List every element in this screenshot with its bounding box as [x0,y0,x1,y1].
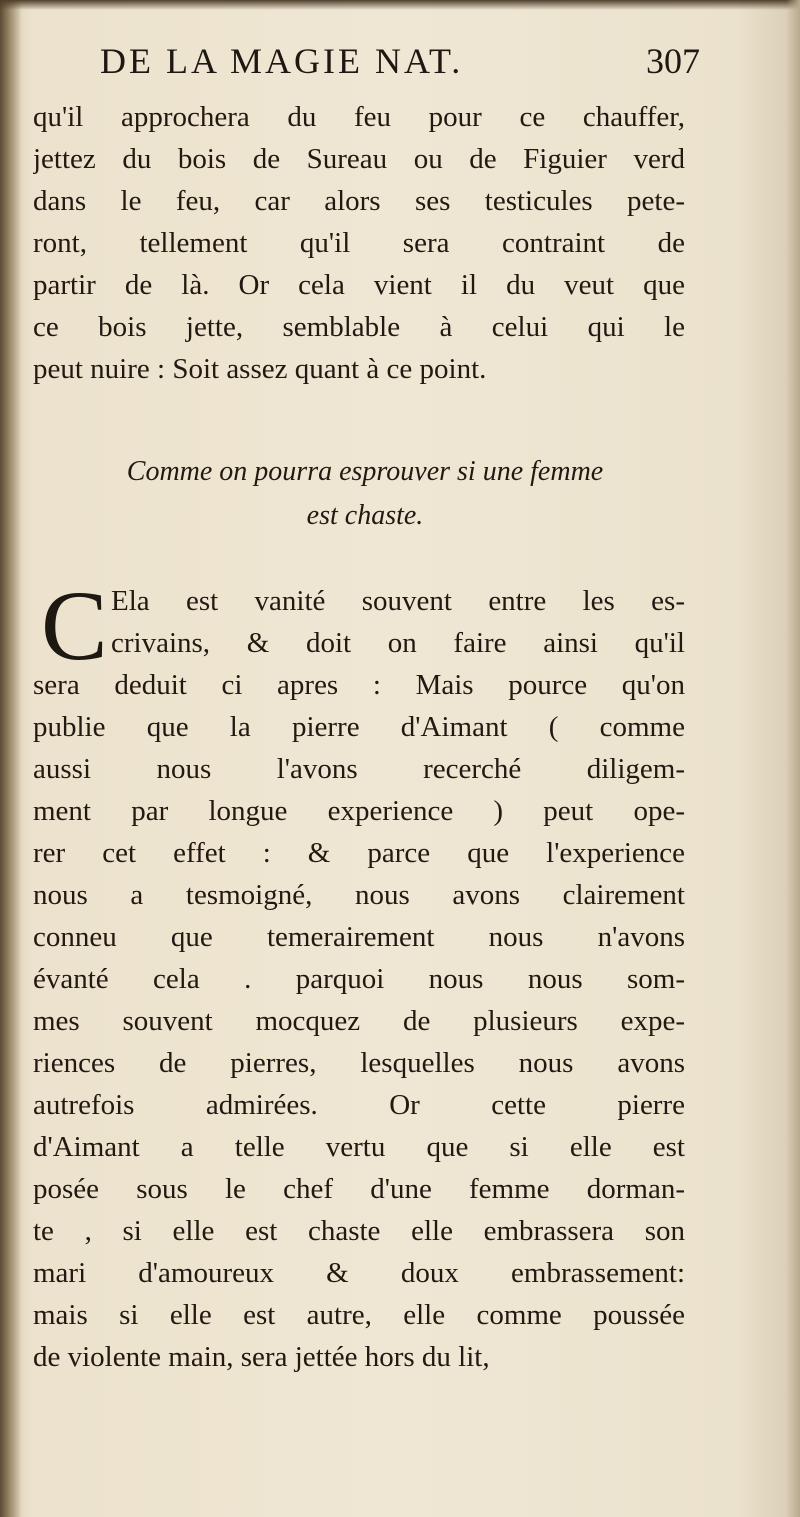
text-line: d'Aimant a telle vertu que si elle est [33,1131,685,1163]
heading-line-2: est chaste. [306,500,424,531]
paragraph-1 [33,96,685,390]
text-line: rer cet effet : & parce que l'experience [33,837,685,869]
text-line: posée sous le chef d'une femme dorman- [33,1173,685,1205]
text-line: mes souvent mocquez de plusieurs expe- [33,1005,685,1037]
text-line: crivains, & doit on faire ainsi qu'il [111,627,685,659]
text-line: autrefois admirées. Or cette pierre [33,1089,685,1121]
text-line: ce bois jette, semblable à celui qui le [33,311,685,343]
text-line: sera deduit ci apres : Mais pource qu'on [33,669,685,701]
text-line: aussi nous l'avons recerché diligem- [33,753,685,785]
text-line: ment par longue experience ) peut ope- [33,795,685,827]
text-line: publie que la pierre d'Aimant ( comme [33,711,685,743]
text-line: de violente main, sera jettée hors du lit, [33,1341,490,1373]
text-line: riences de pierres, lesquelles nous avons [33,1047,685,1079]
running-header [100,40,700,90]
text-line: jettez du bois de Sureau ou de Figuier verd [33,143,685,175]
text-line: peut nuire : Soit assez quant à ce point. [33,353,487,385]
text-line: dans le feu, car alors ses testicules pete- [33,185,685,217]
binding-shadow [0,0,22,1517]
page-top-edge [0,0,800,10]
text-line: mari d'amoureux & doux embrassement: [33,1257,685,1289]
text-line: ront, tellement qu'il sera contraint de [33,227,685,259]
text-line: te , si elle est chaste elle embrassera son [33,1215,685,1247]
text-line: qu'il approchera du feu pour ce chauffer, [33,101,685,133]
text-line: partir de là. Or cela vient il du veut que [33,269,685,301]
text-line: mais si elle est autre, elle comme poussée [33,1299,685,1331]
paragraph-2 [33,570,685,1378]
drop-cap: C [41,570,108,681]
text-line: évanté cela . parquoi nous nous som- [33,963,685,995]
page-number: 307 [646,41,700,81]
section-heading [55,450,675,538]
page-right-edge [786,0,800,1517]
text-line: Ela est vanité souvent entre les es- [111,585,685,617]
text-line: nous a tesmoigné, nous avons clairement [33,879,685,911]
text-line: conneu que temerairement nous n'avons [33,921,685,953]
header-title: DE LA MAGIE NAT. [100,41,464,81]
heading-line-1: Comme on pourra esprouver si une femme [126,456,604,487]
